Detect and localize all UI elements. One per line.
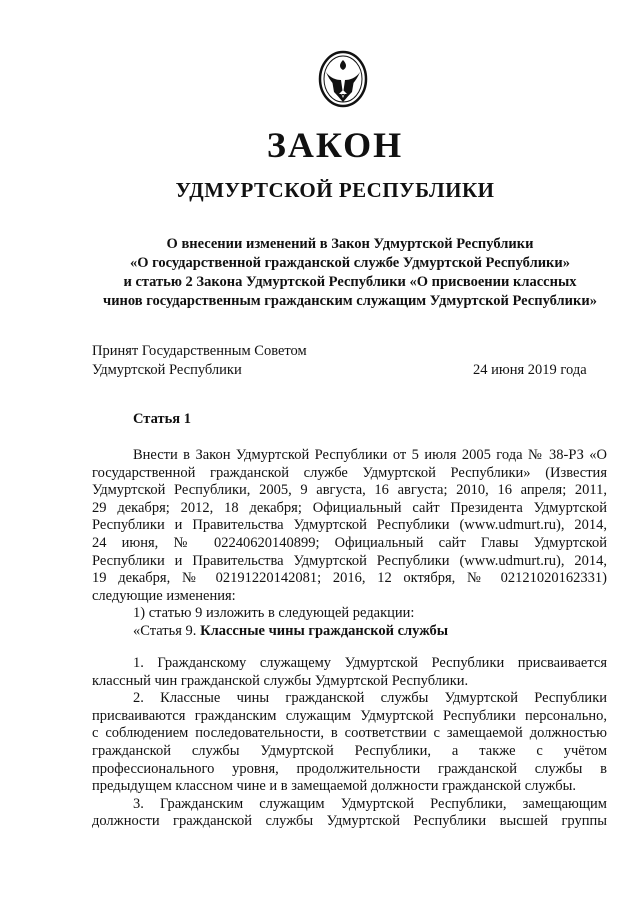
text-line: 2. Классные чины гражданской службы Удмуртской Республики: [133, 690, 607, 707]
adoption-statement: [92, 342, 307, 380]
coat-of-arms-emblem: [318, 50, 368, 108]
article-paragraphs: [92, 655, 607, 831]
text-line: Внести в Закон Удмуртской Республики от 5 июля 2005 года № 38-РЗ «О: [133, 447, 607, 463]
text-line: профессионального уровня, продолжительности гражданской службы в: [92, 760, 607, 777]
text-line: 3. Гражданским служащим Удмуртской Республики, замещающим: [133, 795, 607, 812]
text-line: 19 декабря, № 02191220142081; 2016, 12 октября, № 02121020162331): [92, 570, 607, 587]
quote-title: Классные чины гражданской службы: [200, 622, 449, 639]
quote-prefix: «Статья 9.: [133, 622, 201, 639]
text-line: с соблюдением последовательности, в соответствии с замещаемой должностью: [92, 725, 607, 742]
article-heading: Статья 1: [133, 411, 191, 427]
text-line: 29 декабря; 2012, 18 декабря; Официальный сайт Президента Удмуртской: [92, 499, 607, 516]
text-line: следующие изменения:: [92, 587, 236, 604]
text-line: 1. Гражданскому служащему Удмуртской Республики присваивается: [133, 655, 607, 671]
text-line: классный чин гражданской службы Удмуртской Республики.: [92, 672, 469, 689]
text-line: Республики и Правительства Удмуртской Республики (www.udmurt.ru), 2014,: [92, 517, 607, 534]
article-intro: [92, 447, 607, 641]
subject-line: «О государственной гражданской службе Удмуртской Республики»: [129, 255, 571, 271]
text-line: гражданской службы Удмуртской Республики, а также с учётом: [92, 742, 607, 759]
law-subject: [80, 235, 620, 311]
adoption-line: Принят Государственным Советом: [92, 343, 307, 359]
text-line: Удмуртской Республики, 2005, 9 августа, 16 августа; 2010, 16 апреля; 2011,: [92, 482, 607, 499]
subject-line: и статью 2 Закона Удмуртской Республики «О присвоении классных: [123, 274, 577, 290]
text-line: государственной гражданской службе Удмуртской Республики» (Известия: [92, 464, 607, 481]
text-line: Республики и Правительства Удмуртской Республики (www.udmurt.ru), 2014,: [92, 552, 607, 569]
amendment-item: 1) статью 9 изложить в следующей редакции:: [133, 605, 415, 622]
subject-line: О внесении изменений в Закон Удмуртской Республики: [166, 236, 534, 252]
text-line: предыдущем классном чине и в замещаемой должности гражданской службы.: [92, 778, 577, 795]
adoption-line: Удмуртской Республики: [92, 362, 242, 378]
quoted-article-heading: [92, 623, 607, 641]
text-line: 24 июня, № 02240620140899; Официальный сайт Главы Удмуртской: [92, 534, 607, 551]
document-title: ЗАКОН: [266, 125, 404, 165]
text-line: присваиваются гражданским служащим Удмуртской Республики персонально,: [92, 707, 607, 724]
subject-line: чинов государственным гражданским служащим Удмуртской Республики»: [103, 293, 597, 309]
adoption-date: 24 июня 2019 года: [473, 362, 587, 378]
document-subtitle: УДМУРТСКОЙ РЕСПУБЛИКИ: [175, 178, 495, 202]
text-line: должности гражданской службы Удмуртской Республики высшей группы: [92, 813, 607, 830]
